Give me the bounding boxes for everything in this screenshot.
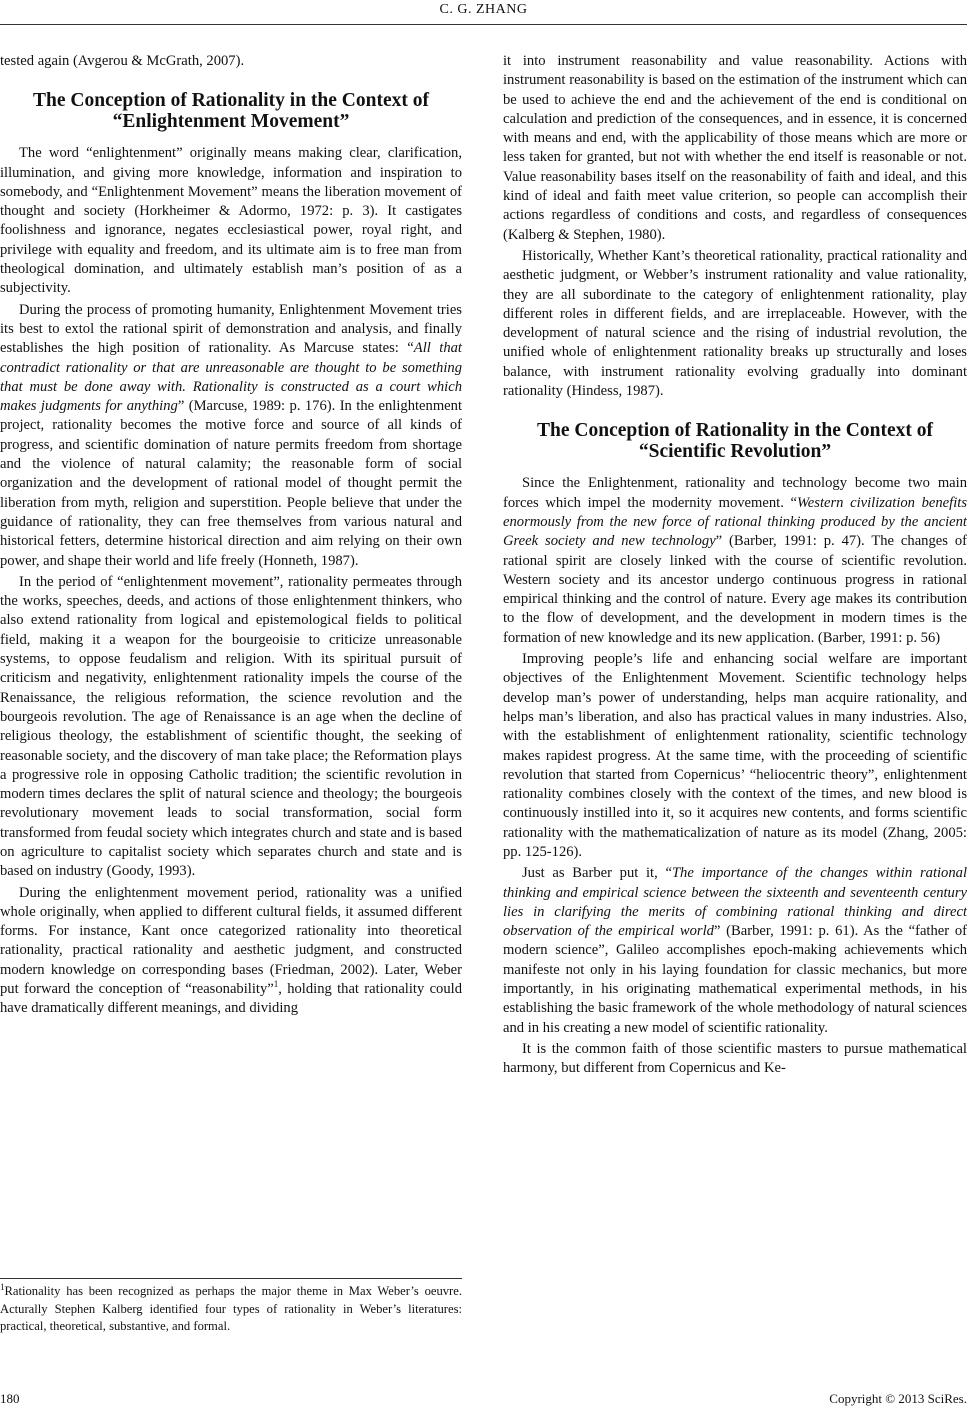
header-rule	[0, 24, 967, 25]
paragraph	[503, 474, 967, 648]
paragraph	[0, 884, 462, 1019]
text-span: Since the Enlightenment, rationality and technology become two main forces which impel the modernity movement. “	[503, 475, 967, 511]
paragraph: tested again (Avgerou & McGrath, 2007).	[0, 53, 245, 69]
quote-span: Western civilization benefits enormously from the new force of rational thinking produced by the ancient Greek society and new technology	[503, 494, 967, 550]
page-number: 180	[0, 1391, 20, 1406]
footnote-marker: 1	[0, 1281, 5, 1292]
text-span: ” (Marcuse, 1989: p. 176). In the enlightenment project, rationality becomes the motive force and source of all kinds of progress, and scientific domination of nature permits freedom from shortage and the violence of natural calamity; the reasonable form of social organization and the development of rational model of thought permit the liberation from myth, religion and superstition. People believe that under the guidance of rationality, they can free themselves from various natural and historical fetters, determine historical direction and aim relying on their own power, and shape their world and life freely (Honneth, 1987).	[0, 398, 462, 569]
footnote-rule	[0, 1278, 462, 1279]
text-span: , holding that rationality could have dramatically different meanings, and dividing	[0, 981, 462, 1017]
paragraph: It is the common faith of those scientific masters to pursue mathematical harmony, but different from Copernicus and Ke-	[503, 1040, 967, 1077]
text-span: ” (Barber, 1991: p. 61). As the “father of modern science”, Galileo accomplishes epoch-making achievements which manifeste not only in his laying foundation for classic mechanics, but more importantly, in his originating mathematical experimental methods, in his establishing the basic framework of the whole methodology of natural sciences and in his creating a new model of scientific rationality.	[503, 923, 967, 1036]
copyright-notice: Copyright © 2013 SciRes.	[829, 1391, 967, 1406]
footnote	[0, 1283, 462, 1336]
text-span: During the process of promoting humanity, Enlightenment Movement tries its best to extol the rational spirit of demonstration and analysis, and finally establishes the high position of rationality. As Marcuse states: “	[0, 301, 462, 357]
paragraph: Historically, Whether Kant’s theoretical rationality, practical rationality and aesthetic judgment, or Webber’s instrument rationality and value rationality, they are all subordinate to the category of enlightenment rationality, play different roles in different fields, and are irreplaceable. However, with the development of natural science and the rising of industrial revolution, the unified whole of enlightenment rationality breaks up structurally and loses balance, with instrument rationality evolving gradually into dominant rationality (Hindess, 1987).	[503, 247, 967, 400]
section-heading-scientific-revolution: The Conception of Rationality in the Context of “Scientific Revolution”	[537, 420, 933, 463]
paragraph: In the period of “enlightenment movement”, rationality permeates through the works, speeches, deeds, and actions of those enlightenment thinkers, who also extend rationality from logical and epistemological fields to political field, making it a weapon for the bourgeoisie to criticize unreasonable systems, to oppose feudalism and religion. With its spiritual pursuit of criticism and negativity, enlightenment rationality impels the course of the Renaissance, the religious reformation, the science revolution and the bourgeois revolution. The age of Renaissance is an age when the decline of religious theology, the establishment of scientific thought, the seeking of reasonable society, and the discovery of man take place; the Reformation plays a progressive role in opposing Catholic tradition; the scientific revolution in modern times declares the split of natural science and theology; the bourgeois revolutionary movement leads to social transformation, social form transformed from feudal society which integrates church and state and is based on agriculture to capitalist society which separates church and state and is based on industry (Goody, 1993).	[0, 573, 462, 880]
paragraph	[503, 864, 967, 1038]
footnote-text: Rationality has been recognized as perhaps the major theme in Max Weber’s oeuvre. Acturally Stephen Kalberg identified four types of rationality in Weber’s literatures: practical, theoretical, substantive, and formal.	[0, 1284, 462, 1333]
section-heading-enlightenment: The Conception of Rationality in the Context of “Enlightenment Movement”	[33, 90, 429, 133]
text-span: Just as Barber put it, “	[522, 865, 672, 882]
text-span: During the enlightenment movement period, rationality was a unified whole originally, when applied to different cultural fields, it assumed different forms. For instance, Kant once categorized rationality into theoretical rationality, practical rationality and aesthetic judgment, and constructed modern knowledge on corresponding bases (Friedman, 2002). Later, Weber put forward the conception of “reasonability”	[0, 884, 462, 998]
quote-span: The importance of the changes within rational thinking and empirical science between the sixteenth and seventeenth century lies in clarifying the merits of combining rational thinking and direct observation of the empirical world	[503, 865, 967, 940]
paragraph: it into instrument reasonability and value reasonability. Actions with instrument reasonability is based on the estimation of the instrument which can be used to achieve the end and the achievement of the end is conditional on calculation and prediction of the consequences, and in essence, it is concerned with means and end, with the applicability of those means which are more or less taken for granted, but not with whether the end itself is reasonable or not. Value reasonability bases itself on the reasonability of faith and ideal, and this kind of ideal and faith meet value criterion, so people can accomplish their actions regardless of conditions and costs, and regardless of consequences (Kalberg & Stephen, 1980).	[503, 53, 967, 243]
paragraph: The word “enlightenment” originally means making clear, clarification, illumination, and giving more knowledge, information and inspiration to somebody, and “Enlightenment Movement” means the liberation movement of thought and society (Horkheimer & Adormo, 1972: p. 3). It castigates foolishness and ignorance, negates ecclesiastical power, royal right, and privilege with equality and freedom, and its ultimate aim is to free man from theological domination, and ultimately establish man’s position of as a subjectivity.	[0, 145, 462, 297]
paragraph	[0, 301, 462, 571]
paragraph: Improving people’s life and enhancing social welfare are important objectives of the Enlightenment Movement. Scientific technology helps develop man’s power of understanding, helps man acquire rationality, and helps man’s liberation, and also has practical values in many industries. Also, with the establishment of enlightenment rationality, scientific technology makes rapidest progress. At the same time, with the proceeding of scientific revolution that started from Copernicus’ “heliocentric theory”, enlightenment rationality combines closely with the context of the times, and new blood is continuously instilled into it, so it acquires new contents, and forms scientific rationality with the mathematicalization of nature as its model (Zhang, 2005: pp. 125-126).	[503, 651, 967, 860]
text-span: ” (Barber, 1991: p. 47). The changes of rational spirit are closely linked with the course of scientific revolution. Western society and its ancestor undergo continuous progress in rational empirical thinking and the control of nature. Every age makes its contribution to the flow of development, and the development in modern times is the formation of new knowledge and its new application. (Barber, 1991: p. 56)	[503, 533, 967, 646]
left-column	[0, 52, 462, 1019]
quote-span: All that contradict rationality or that are unreasonable are thought to be something that must be done away with. Rationality is constructed as a court which makes judgments for anything	[0, 340, 462, 415]
right-column	[503, 52, 967, 1079]
running-head: C. G. ZHANG	[439, 2, 528, 17]
footnote-marker: 1	[273, 979, 279, 990]
